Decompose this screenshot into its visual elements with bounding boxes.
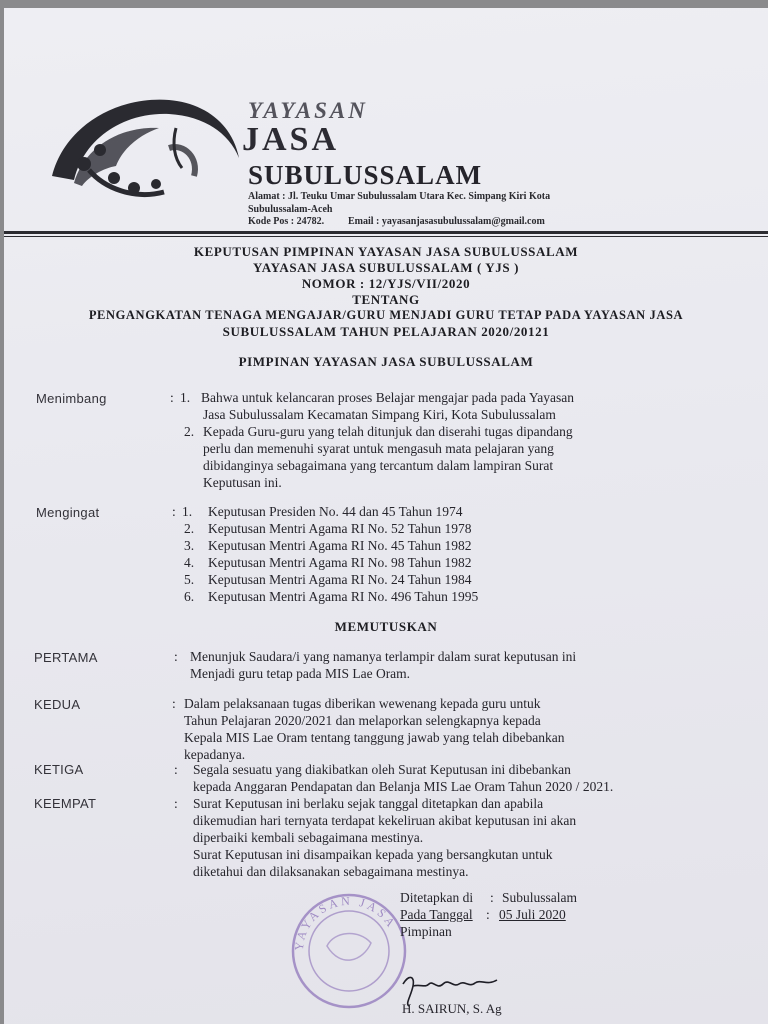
letterhead-address-line2: Subulussalam-Aceh [248, 204, 333, 215]
letterhead-address-line1: Alamat : Jl. Teuku Umar Subulussalam Utara Kec. Simpang Kiri Kota [248, 191, 551, 202]
menimbang-colon: : [170, 390, 174, 405]
mengingat-item: Keputusan Mentri Agama RI No. 52 Tahun 1978 [208, 521, 472, 536]
pertama-colon: : [174, 649, 178, 664]
signoff-date-colon: : [486, 907, 490, 922]
ketiga-text-line-2: kepada Anggaran Pendapatan dan Belanja MIS Lae Oram Tahun 2020 / 2021. [193, 779, 614, 794]
menimbang-text-line-3: Kepada Guru-guru yang telah ditunjuk dan diserahi tugas dipandang [203, 424, 573, 439]
heading-tentang: TENTANG [352, 292, 420, 307]
letterhead-rule-thin [4, 236, 768, 237]
signoff-title: Pimpinan [400, 924, 452, 939]
pertama-text-line-2: Menjadi guru tetap pada MIS Lae Oram. [190, 666, 411, 681]
mengingat-item: Keputusan Presiden No. 44 dan 45 Tahun 1974 [208, 504, 463, 519]
memutuskan-heading: MEMUTUSKAN [334, 619, 438, 634]
mengingat-number: 6. [184, 589, 195, 604]
heading-subject-line-2: SUBULUSSALAM TAHUN PELAJARAN 2020/20121 [222, 324, 550, 339]
mengingat-number: 5. [184, 572, 195, 587]
letterhead-yayasan: YAYASAN [248, 98, 368, 123]
menimbang-text-line-5: dibidanginya sebagaimana yang tercantum dalam lampiran Surat [203, 458, 554, 473]
yayasan-logo-icon [44, 88, 244, 203]
letterhead-email: Email : yayasanjasasubulussalam@gmail.com [348, 216, 545, 227]
signoff-name: H. SAIRUN, S. Ag [402, 1001, 502, 1016]
heading-line-2: YAYASAN JASA SUBULUSSALAM ( YJS ) [252, 260, 520, 275]
kedua-text-line-3: Kepala MIS Lae Oram tentang tanggung jawab yang telah dibebankan [184, 730, 565, 745]
svg-text:YAYASAN JASA: YAYASAN JASA [291, 893, 400, 952]
keempat-label: KEEMPAT [34, 796, 97, 811]
menimbang-text-line-2: Jasa Subulussalam Kecamatan Simpang Kiri, Kota Subulussalam [203, 407, 556, 422]
mengingat-number: 4. [184, 555, 195, 570]
letterhead-rule-thick [4, 231, 768, 234]
kedua-label: KEDUA [34, 697, 81, 712]
mengingat-label: Mengingat [36, 505, 100, 520]
menimbang-label: Menimbang [36, 391, 107, 406]
mengingat-colon: : [172, 504, 176, 519]
letterhead-subulussalam: SUBULUSSALAM [248, 160, 483, 190]
kedua-colon: : [172, 696, 176, 711]
yayasan-stamp-icon [289, 891, 409, 1011]
pertama-text-line-1: Menunjuk Saudara/i yang namanya terlampir dalam surat keputusan ini [190, 649, 577, 664]
keempat-text-line-5: diketahui dan dilaksanakan sebagaimana mestinya. [193, 864, 469, 879]
menimbang-text-line-6: Keputusan ini. [203, 475, 282, 490]
letterhead-postal-code: Kode Pos : 24782. [248, 216, 325, 227]
keempat-colon: : [174, 796, 178, 811]
document-page [4, 8, 768, 1024]
mengingat-item: Keputusan Mentri Agama RI No. 45 Tahun 1982 [208, 538, 472, 553]
keempat-text-line-3: diperbaiki kembali sebagaimana mestinya. [193, 830, 424, 845]
kedua-text-line-4: kepadanya. [184, 747, 246, 762]
menimbang-text-line-1: Bahwa untuk kelancaran proses Belajar mengajar pada pada Yayasan [201, 390, 574, 405]
mengingat-item: Keputusan Mentri Agama RI No. 496 Tahun 1995 [208, 589, 479, 604]
kedua-text-line-1: Dalam pelaksanaan tugas diberikan wewenang kepada guru untuk [184, 696, 541, 711]
mengingat-number: 2. [184, 521, 195, 536]
mengingat-item: Keputusan Mentri Agama RI No. 24 Tahun 1984 [208, 572, 472, 587]
heading-line-1: KEPUTUSAN PIMPINAN YAYASAN JASA SUBULUSSALAM [193, 244, 579, 259]
ketiga-text-line-1: Segala sesuatu yang diakibatkan oleh Surat Keputusan ini dibebankan [193, 762, 571, 777]
ketiga-label: KETIGA [34, 762, 84, 777]
signoff-place-value: Subulussalam [502, 890, 578, 905]
menimbang-text-line-4: perlu dan memenuhi syarat untuk mengasuh mata pelajaran yang [203, 441, 554, 456]
signoff-place-label: Ditetapkan di [400, 890, 474, 905]
keempat-text-line-4: Surat Keputusan ini disampaikan kepada yang bersangkutan untuk [193, 847, 553, 862]
heading-number: NOMOR : 12/YJS/VII/2020 [301, 276, 471, 291]
keempat-text-line-1: Surat Keputusan ini berlaku sejak tanggal ditetapkan dan apabila [193, 796, 544, 811]
mengingat-number: 1. [182, 504, 193, 519]
menimbang-number-2: 2. [184, 424, 195, 439]
signoff-date-label: Pada Tanggal [400, 907, 473, 922]
signoff-place-colon: : [490, 890, 494, 905]
letterhead-jasa: JASA [242, 121, 340, 158]
menimbang-number-1: 1. [180, 390, 191, 405]
pertama-label: PERTAMA [34, 650, 98, 665]
heading-subject-line-1: PENGANGKATAN TENAGA MENGAJAR/GURU MENJADI GURU TETAP PADA YAYASAN JASA [88, 308, 684, 322]
mengingat-number: 3. [184, 538, 195, 553]
keempat-text-line-2: dikemudian hari ternyata terdapat kekeliruan akibat keputusan ini akan [193, 813, 577, 828]
mengingat-item: Keputusan Mentri Agama RI No. 98 Tahun 1982 [208, 555, 472, 570]
ketiga-colon: : [174, 762, 178, 777]
signoff-date-value: 05 Juli 2020 [499, 907, 566, 922]
kedua-text-line-2: Tahun Pelajaran 2020/2021 dan melaporkan selengkapnya kepada [184, 713, 541, 728]
heading-leader: PIMPINAN YAYASAN JASA SUBULUSSALAM [238, 354, 534, 369]
